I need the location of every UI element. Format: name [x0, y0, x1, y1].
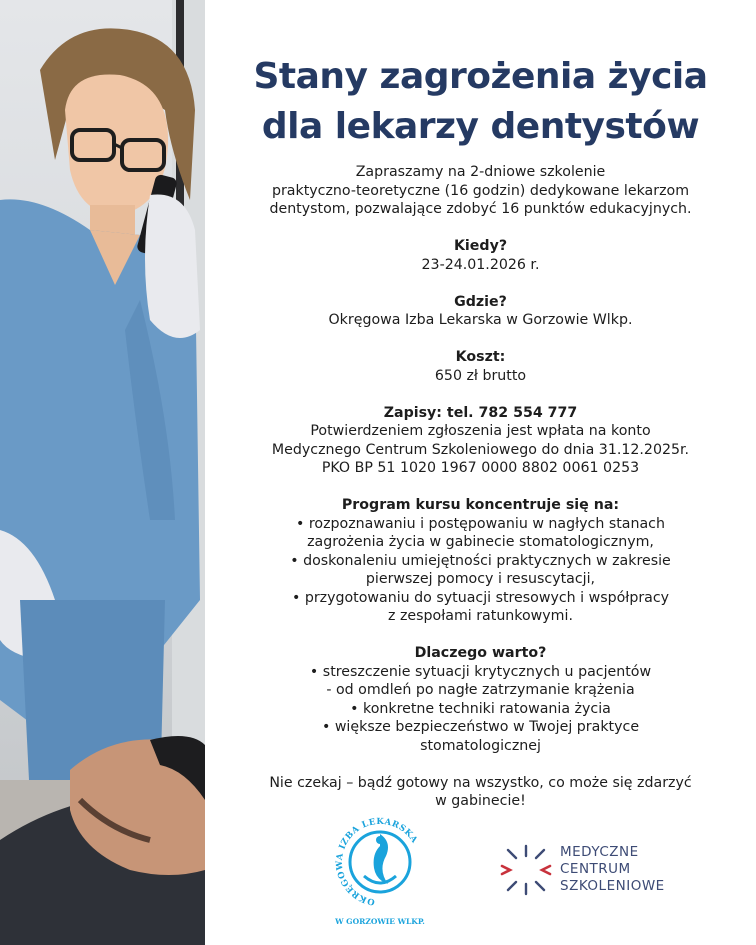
announcement-body	[205, 163, 756, 811]
cost-label: Koszt:	[455, 349, 506, 365]
mcs-line-2: CENTRUM	[560, 861, 631, 877]
program-line: z zespołami ratunkowymi.	[388, 608, 573, 624]
where-value: Okręgowa Izba Lekarska w Gorzowie Wlkp.	[328, 312, 633, 328]
program-line: • rozpoznawaniu i postępowaniu w nagłych stanach	[296, 515, 665, 532]
program-line: pierwszej pomocy i resuscytacji,	[365, 571, 596, 587]
program-line: • przygotowaniu do sytuacji stresowych i współpracy	[291, 589, 670, 606]
mcs-line-3: SZKOLENIOWE	[560, 878, 665, 894]
cost-value: 650 zł brutto	[434, 367, 527, 384]
mcs-wordmark	[560, 844, 665, 895]
closing-line-1: Nie czekaj – bądź gotowy na wszystko, co może się zdarzyć	[269, 774, 692, 791]
when-label: Kiedy?	[453, 238, 508, 254]
oil-logo	[330, 812, 430, 930]
content-panel	[205, 0, 756, 945]
program-heading: Program kursu koncentruje się na:	[341, 497, 620, 513]
why-line: - od omdleń po nagłe zatrzymanie krążenia	[326, 682, 635, 698]
when-value: 23-24.01.2026 r.	[421, 256, 540, 273]
oil-ring-text: OKRĘGOWA IZBA LEKARSKA	[334, 816, 420, 907]
why-line: • większe bezpieczeństwo w Twojej praktyce	[321, 719, 640, 735]
signup-phone: Zapisy: tel. 782 554 777	[383, 404, 578, 421]
intro-line-1: Zapraszamy na 2-dniowe szkolenie	[355, 164, 606, 180]
oil-bottom-text: W GORZOWIE WLKP.	[335, 917, 425, 926]
why-line: • streszczenie sytuacji krytycznych u pacjentów	[309, 663, 652, 680]
signup-line-2: Medycznego Centrum Szkoleniowego do dnia 31.12.2025r.	[271, 441, 690, 458]
mcs-line-1: MEDYCZNE	[560, 844, 639, 860]
signup-line-1: Potwierdzeniem zgłoszenia jest wpłata na konto	[310, 423, 651, 439]
why-heading: Dlaczego warto?	[414, 645, 547, 661]
why-line: • konkretne techniki ratowania życia	[350, 700, 611, 717]
title-line-1: Stany zagrożenia życia	[253, 56, 708, 97]
bank-account: PKO BP 51 1020 1967 0000 8802 0061 0253	[321, 460, 640, 476]
where-label: Gdzie?	[454, 293, 507, 310]
intro-line-3: dentystom, pozwalające zdobyć 16 punktów edukacyjnych.	[269, 201, 692, 217]
intro-line-2: praktyczno-teoretyczne (16 godzin) dedykowane lekarzom	[271, 182, 690, 199]
hero-photo	[0, 0, 205, 945]
program-line: • doskonaleniu umiejętności praktycznych w zakresie	[290, 552, 671, 569]
why-line: stomatologicznej	[420, 737, 541, 754]
program-line: zagrożenia życia w gabinecie stomatologicznym,	[307, 534, 654, 550]
title-line-2: dla lekarzy dentystów	[261, 106, 700, 147]
mcs-star-icon	[498, 842, 554, 898]
partner-logos	[205, 812, 756, 932]
photo-illustration	[0, 0, 205, 945]
mcs-logo	[498, 842, 698, 902]
page-title	[205, 52, 756, 152]
closing-line-2: w gabinecie!	[435, 793, 526, 809]
